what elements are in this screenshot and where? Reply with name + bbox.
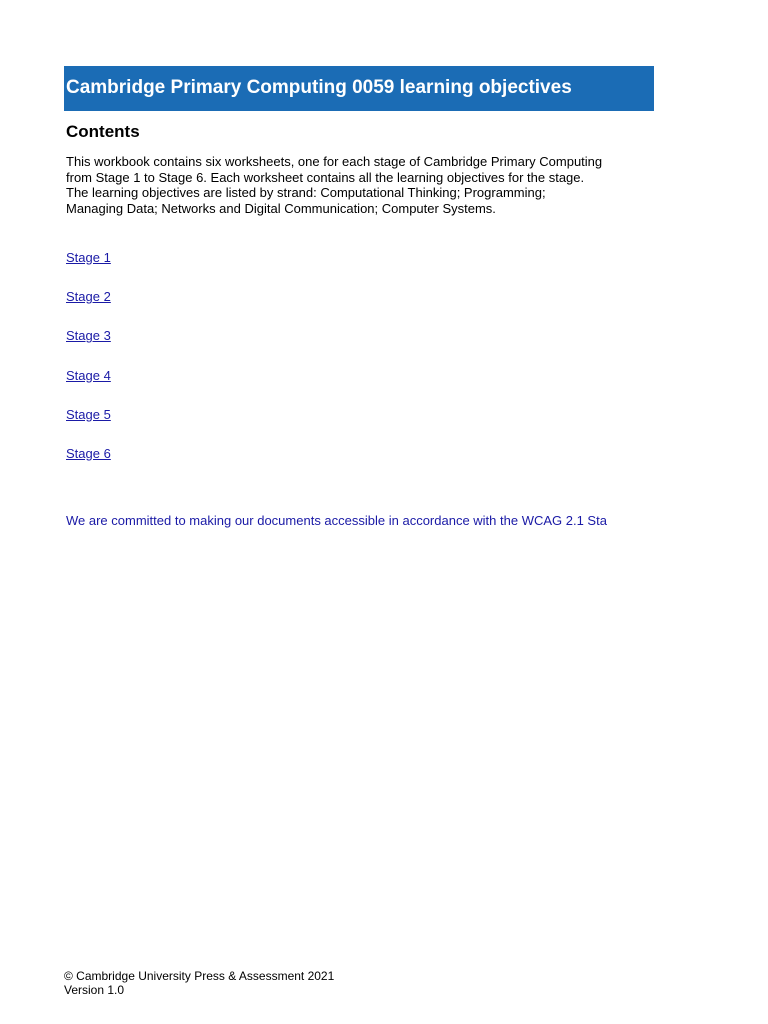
intro-line: The learning objectives are listed by strand: Computational Thinking; Programming; [66,185,546,200]
intro-paragraph [66,154,666,216]
page-title: Cambridge Primary Computing 0059 learning objectives [66,76,572,98]
list-item [66,288,111,327]
stage-5-link[interactable]: Stage 5 [66,406,111,422]
list-item [66,249,111,288]
accessibility-note: We are committed to making our documents accessible in accordance with the WCAG 2.1 Sta [66,513,607,528]
list-item [66,445,111,484]
intro-line: from Stage 1 to Stage 6. Each worksheet contains all the learning objectives for the stage. [66,169,585,185]
list-item [66,327,111,366]
stage-link-list [66,249,111,484]
stage-1-link[interactable]: Stage 1 [66,250,111,265]
list-item [66,406,111,445]
intro-line: This workbook contains six worksheets, one for each stage of Cambridge Primary Computing [66,154,603,169]
intro-line: Managing Data; Networks and Digital Communication; Computer Systems. [66,200,496,216]
stage-6-link[interactable]: Stage 6 [66,445,111,461]
list-item [66,367,111,406]
copyright-notice: © Cambridge University Press & Assessment 2021 [64,969,335,983]
footer [64,969,334,997]
stage-4-link[interactable]: Stage 4 [66,367,111,383]
version-label: Version 1.0 [64,983,125,997]
stage-3-link[interactable]: Stage 3 [66,328,111,344]
accessibility-note-container [66,512,654,530]
stage-2-link[interactable]: Stage 2 [66,289,111,305]
contents-heading: Contents [66,122,140,141]
title-bar [64,66,654,111]
